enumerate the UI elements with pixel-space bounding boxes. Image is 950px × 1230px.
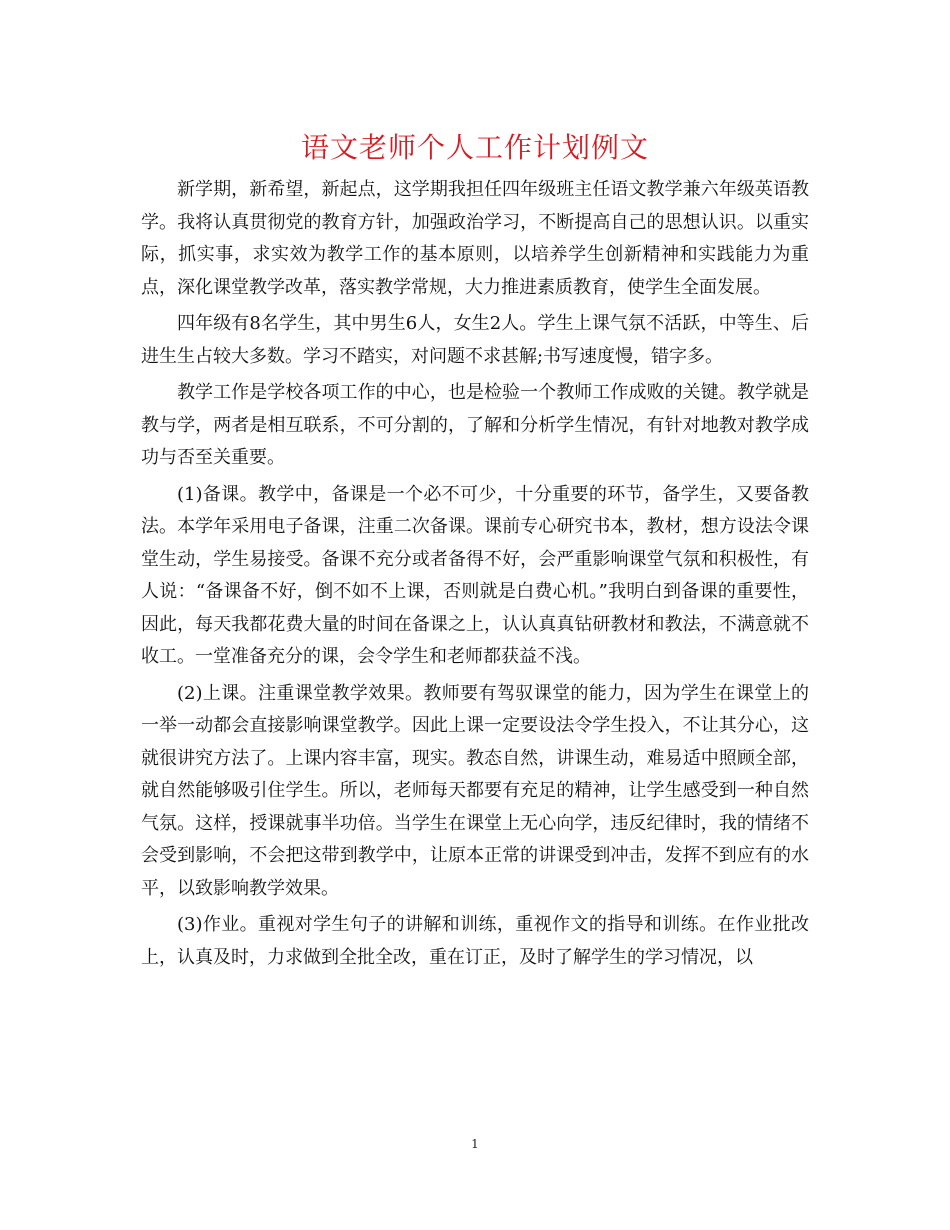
document-title: 语文老师个人工作计划例文 (300, 131, 649, 164)
paragraph-lesson-prep: (1)备课。教学中，备课是一个必不可少，十分重要的环节，备学生，又要备教法。本学年采用电子备课，注重二次备课。课前专心研究书本，教材，想方设法令课堂生动，学生易接受。备课不充分或者备得不好，会严重影响课堂气氛和积极性，有人说：“备课备不好，倒不如不上课，否则就是白费心机。”我明白到备课的重要性，因此，每天我都花费大量的时间在备课之上，认认真真钻研教材和教法，不满意就不收工。一堂准备充分的课，会令学生和老师都获益不浅。 (141, 483, 809, 667)
document-body (141, 174, 809, 978)
paragraph-students: 四年级有8名学生，其中男生6人，女生2人。学生上课气氛不活跃，中等生、后进生生占较大多数。学习不踏实，对问题不求甚解;书写速度慢，错字多。 (141, 313, 809, 367)
page-number: 1 (471, 1137, 479, 1151)
paragraph-teaching: 教学工作是学校各项工作的中心，也是检验一个教师工作成败的关键。教学就是教与学，两者是相互联系，不可分割的，了解和分析学生情况，有针对地教对教学成功与否至关重要。 (141, 382, 809, 468)
paragraph-class: (2)上课。注重课堂教学效果。教师要有驾驭课堂的能力，因为学生在课堂上的一举一动都会直接影响课堂教学。因此上课一定要设法令学生投入，不让其分心，这就很讲究方法了。上课内容丰富，现实。教态自然，讲课生动，难易适中照顾全部，就自然能够吸引住学生。所以，老师每天都要有充足的精神，让学生感受到一种自然气氛。这样，授课就事半功倍。当学生在课堂上无心向学，违反纪律时，我的情绪不会受到影响，不会把这带到教学中，让原本正常的讲课受到冲击，发挥不到应有的水平，以致影响教学效果。 (141, 682, 809, 899)
paragraph-homework: (3)作业。重视对学生句子的讲解和训练，重视作文的指导和训练。在作业批改上，认真及时，力求做到全批全改，重在订正，及时了解学生的学习情况，以 (141, 914, 809, 968)
paragraph-intro: 新学期，新希望，新起点，这学期我担任四年级班主任语文教学兼六年级英语教学。我将认真贯彻党的教育方针，加强政治学习，不断提高自己的思想认识。以重实际，抓实事，求实效为教学工作的基本原则，以培养学生创新精神和实践能力为重点，深化课堂教学改革，落实教学常规，大力推进素质教育，使学生全面发展。 (141, 179, 809, 298)
